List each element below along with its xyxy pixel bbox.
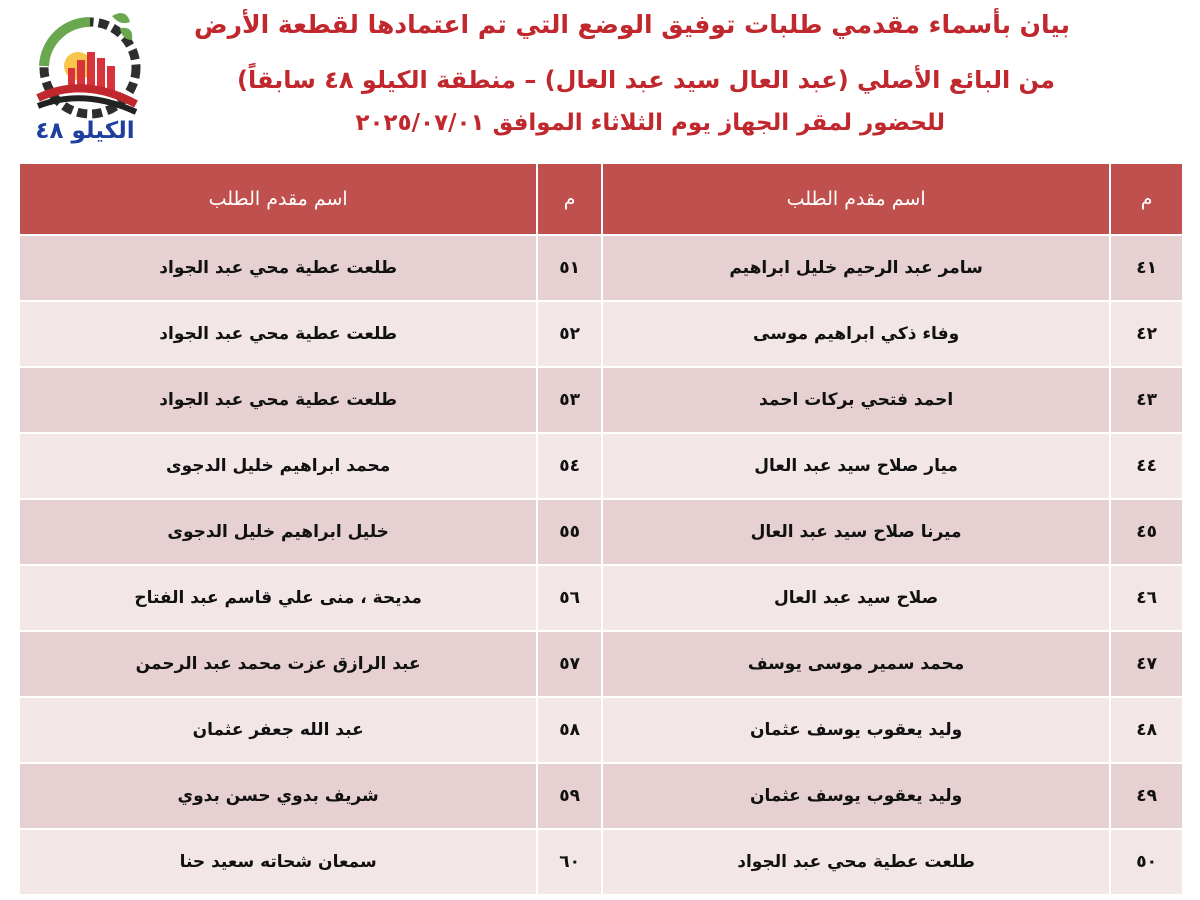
applicants-table [18, 162, 1184, 896]
applicant-name: ميار صلاح سيد عبد العال [603, 434, 1109, 498]
row-number: ٥٧ [538, 632, 601, 696]
row-number: ٤٦ [1111, 566, 1182, 630]
row-number: ٤٩ [1111, 764, 1182, 828]
applicant-name: احمد فتحي بركات احمد [603, 368, 1109, 432]
applicant-name: محمد ابراهيم خليل الدجوى [20, 434, 536, 498]
table-row [20, 632, 1182, 696]
row-number: ٤٣ [1111, 368, 1182, 432]
table-header-row [20, 164, 1182, 234]
logo-caption: الكيلو ٤٨ [35, 118, 135, 144]
applicant-name: عبد الرازق عزت محمد عبد الرحمن [20, 632, 536, 696]
row-number: ٤٢ [1111, 302, 1182, 366]
column-header-name: اسم مقدم الطلب [20, 164, 536, 234]
row-number: ٦٠ [538, 830, 601, 894]
row-number: ٥٤ [538, 434, 601, 498]
column-header-name: اسم مقدم الطلب [603, 164, 1109, 234]
row-number: ٥١ [538, 236, 601, 300]
applicant-name: وليد يعقوب يوسف عثمان [603, 764, 1109, 828]
column-header-number: م [538, 164, 601, 234]
applicant-name: طلعت عطية محي عبد الجواد [20, 368, 536, 432]
table-row [20, 566, 1182, 630]
applicant-name: محمد سمير موسى يوسف [603, 632, 1109, 696]
applicant-name: طلعت عطية محي عبد الجواد [20, 236, 536, 300]
applicant-name: وفاء ذكي ابراهيم موسى [603, 302, 1109, 366]
row-number: ٥٣ [538, 368, 601, 432]
table-row [20, 368, 1182, 432]
title-line-2: من البائع الأصلي (عبد العال سيد عبد العال) – منطقة الكيلو ٤٨ سابقاً) [237, 66, 1055, 94]
applicant-name: ميرنا صلاح سيد عبد العال [603, 500, 1109, 564]
row-number: ٤١ [1111, 236, 1182, 300]
row-number: ٥٩ [538, 764, 601, 828]
table-row [20, 302, 1182, 366]
row-number: ٥٦ [538, 566, 601, 630]
title-line-3: للحضور لمقر الجهاز يوم الثلاثاء الموافق ٢٠٢٥/٠٧/٠١ [355, 110, 945, 136]
row-number: ٥٠ [1111, 830, 1182, 894]
table-row [20, 236, 1182, 300]
applicant-name: سامر عبد الرحيم خليل ابراهيم [603, 236, 1109, 300]
title-line-1: بيان بأسماء مقدمي طلبات توفيق الوضع التي تم اعتمادها لقطعة الأرض [193, 10, 1070, 39]
applicant-name: شريف بدوي حسن بدوي [20, 764, 536, 828]
applicant-name: عبد الله جعفر عثمان [20, 698, 536, 762]
table-row [20, 434, 1182, 498]
column-header-number: م [1111, 164, 1182, 234]
row-number: ٤٥ [1111, 500, 1182, 564]
row-number: ٥٨ [538, 698, 601, 762]
row-number: ٥٢ [538, 302, 601, 366]
row-number: ٤٧ [1111, 632, 1182, 696]
applicant-name: طلعت عطية محي عبد الجواد [20, 302, 536, 366]
applicant-name: صلاح سيد عبد العال [603, 566, 1109, 630]
table-row [20, 830, 1182, 894]
applicant-name: طلعت عطية محي عبد الجواد [603, 830, 1109, 894]
row-number: ٥٥ [538, 500, 601, 564]
row-number: ٤٨ [1111, 698, 1182, 762]
applicant-name: مديحة ، منى علي قاسم عبد الفتاح [20, 566, 536, 630]
table-row [20, 764, 1182, 828]
row-number: ٤٤ [1111, 434, 1182, 498]
table-row [20, 500, 1182, 564]
applicant-name: خليل ابراهيم خليل الدجوى [20, 500, 536, 564]
applicant-name: وليد يعقوب يوسف عثمان [603, 698, 1109, 762]
document-header [0, 0, 1200, 160]
applicant-name: سمعان شحاته سعيد حنا [20, 830, 536, 894]
table-row [20, 698, 1182, 762]
